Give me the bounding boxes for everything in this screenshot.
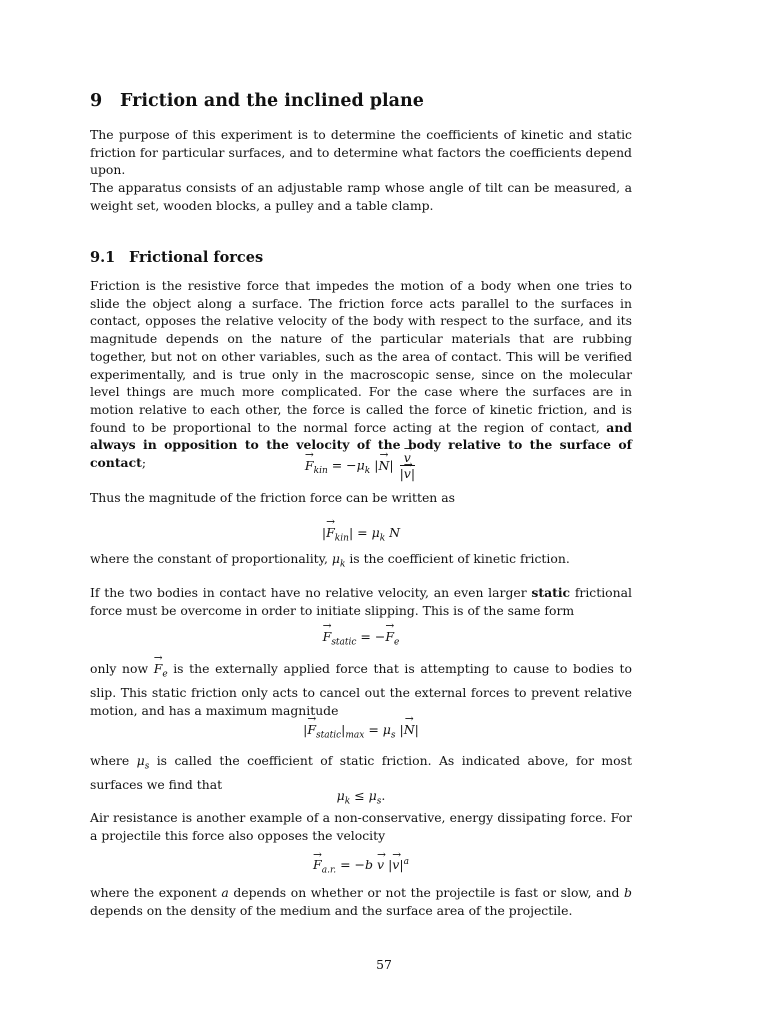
equation-air-resistance: → $F_{a.r.} = -b \to v$ |→ $v|^a$ bbox=[90, 853, 632, 880]
magnitude-intro-paragraph: Thus the magnitude of the friction force can be written as bbox=[90, 490, 455, 505]
section-title: Friction and the inclined plane bbox=[120, 91, 424, 111]
friction-definition-text: Friction is the resistive force that impedes the motion of a body when one tries to slide the object along a surface. The friction force acts parallel to the surfaces in contact, opposes the relative velocity of the body with respect to the surface, and its magnitude depends on the nature of the particular materials that are rubbing together, but not on other variables, such as the area of contact. This will be verified experimentally, and is true only in the macroscopic sense, since on the molecular level things are much more complicated. For the case where the surfaces are in motion relative to each other, the force is called the force of kinetic friction, and is found to be proportional to the normal force acting at the region of contact, bbox=[90, 278, 632, 435]
static-friction-paragraph bbox=[90, 584, 632, 619]
external-force-paragraph: only now → $F_e$ is the externally applied force that is attempting to cause to bodies to slip. This static friction only acts to cancel out the external forces to prevent relative motion, and has a maximum magnitude bbox=[90, 660, 632, 720]
equation-static-force: → $F_{static}$ = −→ $F_e$ bbox=[90, 628, 632, 652]
section-heading bbox=[90, 91, 424, 111]
external-force-text-end: is the externally applied force that is attempting to cause to bodies to slip. This static friction only acts to cancel out the external forces to prevent relative motion, and has a maximum magnitude bbox=[90, 661, 632, 718]
equation-kinetic-vector: → $F_{kin} = -\mu_k$ |→ N| → $\frac{v}{|\to v|}$ bbox=[90, 451, 632, 481]
equation-static-maximum: |→ $F_{static}|_{max} = \mu_s$ |→ N| bbox=[90, 721, 632, 745]
intro-paragraph-purpose: The purpose of this experiment is to determine the coefficients of kinetic and static friction for particular surfaces, and to determine what factors the coefficients depend upon. bbox=[90, 127, 632, 178]
exponent-paragraph: where the exponent a depends on whether or not the projectile is fast or slow, and b depends on the density of the medium and the surface area of the projectile. bbox=[90, 885, 632, 918]
static-coefficient-text-start: where bbox=[90, 753, 130, 768]
section-number: 9 bbox=[90, 91, 103, 111]
kinetic-coefficient-paragraph: where the constant of proportionality, $\mu_k$ is the coefficient of kinetic friction. bbox=[90, 551, 570, 570]
subsection-heading bbox=[90, 249, 263, 266]
friction-definition-paragraph bbox=[90, 277, 632, 472]
exponent-text-end: depends on the density of the medium and the surface area of the projectile. bbox=[90, 902, 573, 918]
subsection-title: Frictional forces bbox=[129, 249, 264, 266]
static-coefficient-text-end: is called the coefficient of static friction. As indicated above, for most surfaces we find that bbox=[90, 753, 632, 793]
page-number: 57 bbox=[376, 957, 392, 972]
external-force-text-start: only now bbox=[90, 661, 149, 676]
equation-kinetic-magnitude: |→ $F_{kin}| = \mu_k$ N bbox=[90, 524, 632, 548]
static-emphasis-text: static bbox=[531, 585, 571, 600]
static-friction-text-end: frictional force must be overcome in order to initiate slipping. This is of the same form bbox=[90, 585, 632, 618]
kinetic-coefficient-text-start: where the constant of proportionality, bbox=[90, 551, 328, 566]
equation-coefficient-inequality: $\mu_k \le \mu_s$. bbox=[336, 788, 386, 807]
exponent-text-middle: depends on whether or not the projectile is fast or slow, and bbox=[233, 885, 620, 900]
kinetic-coefficient-text-end: is the coefficient of kinetic friction. bbox=[349, 551, 570, 566]
subsection-number: 9.1 bbox=[90, 249, 116, 266]
air-resistance-paragraph: Air resistance is another example of a non-conservative, energy dissipating force. For a projectile this force also opposes the velocity bbox=[90, 810, 632, 843]
exponent-text-start: where the exponent bbox=[90, 885, 217, 900]
friction-definition-end: ; bbox=[141, 455, 147, 471]
intro-paragraph-apparatus: The apparatus consists of an adjustable ramp whose angle of tilt can be measured, a weight set, wooden blocks, a pulley and a table clamp. bbox=[90, 180, 632, 213]
static-coefficient-paragraph: where $\mu_s$ is called the coefficient of static friction. As indicated above, for most surfaces we find that bbox=[90, 753, 632, 793]
static-friction-text-start: If the two bodies in contact have no relative velocity, an even larger bbox=[90, 585, 527, 600]
friction-emphasis-text: and always in opposition to the velocity of the body relative to the surface of contact bbox=[90, 419, 632, 471]
